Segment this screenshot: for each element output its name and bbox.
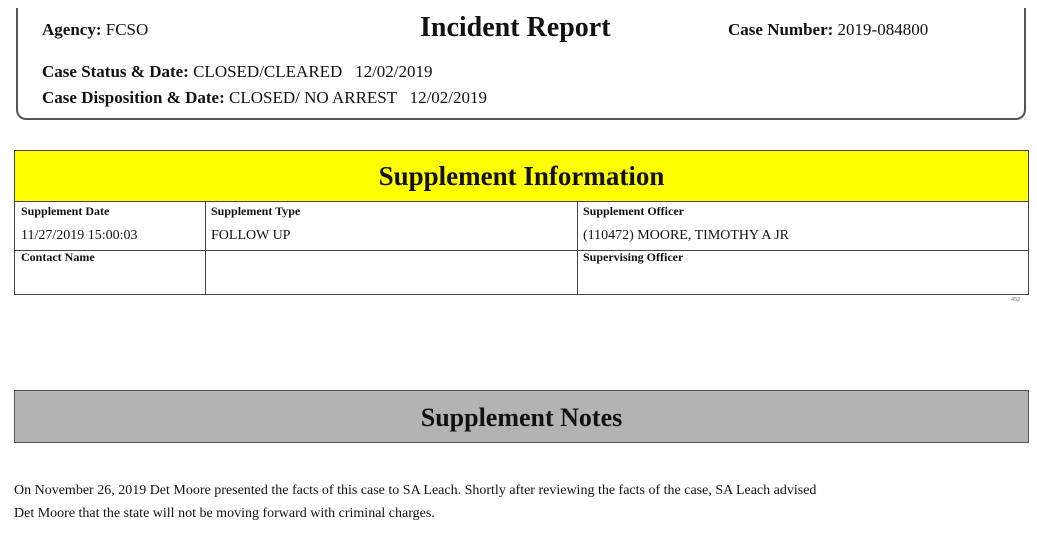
supplement-type-label: Supplement Type <box>211 204 301 218</box>
case-status-value: CLOSED/CLEARED 12/02/2019 <box>193 62 433 81</box>
supplement-date-label: Supplement Date <box>21 204 110 218</box>
supplement-info-grid <box>15 202 1028 295</box>
supervising-officer-label: Supervising Officer <box>583 250 684 264</box>
case-disposition-value: CLOSED/ NO ARREST 12/02/2019 <box>229 88 488 107</box>
agency-value: FCSO <box>105 20 149 39</box>
report-title: Incident Report <box>420 12 611 43</box>
contact-name-label: Contact Name <box>21 250 95 264</box>
page-code: 452 <box>1011 297 1020 303</box>
agency-label: Agency: <box>42 20 102 39</box>
supplement-information-title: Supplement Information <box>15 151 1028 202</box>
grid-divider <box>205 202 206 295</box>
agency-field <box>42 20 148 40</box>
case-disposition-field <box>42 88 487 108</box>
case-status-field <box>42 62 433 82</box>
supplement-information-section <box>14 150 1029 295</box>
case-number-label: Case Number: <box>728 20 834 39</box>
supplement-date-value: 11/27/2019 15:00:03 <box>21 228 138 243</box>
case-disposition-label: Case Disposition & Date: <box>42 88 225 107</box>
supplement-notes-title: Supplement Notes <box>14 390 1029 443</box>
report-header <box>16 8 1026 120</box>
supplement-notes-body <box>14 479 1029 525</box>
supplement-type-value: FOLLOW UP <box>211 228 291 243</box>
case-status-label: Case Status & Date: <box>42 62 189 81</box>
grid-divider <box>577 202 578 295</box>
notes-line: On November 26, 2019 Det Moore presented the facts of this case to SA Leach. Shortly after reviewing the facts of the case, SA Leach advised <box>14 483 817 498</box>
grid-divider <box>15 250 1028 251</box>
notes-line: Det Moore that the state will not be moving forward with criminal charges. <box>14 506 435 521</box>
case-number-value: 2019-084800 <box>837 20 929 39</box>
case-number-field <box>728 20 928 40</box>
supplement-officer-value: (110472) MOORE, TIMOTHY A JR <box>583 228 789 243</box>
supplement-officer-label: Supplement Officer <box>583 204 684 218</box>
